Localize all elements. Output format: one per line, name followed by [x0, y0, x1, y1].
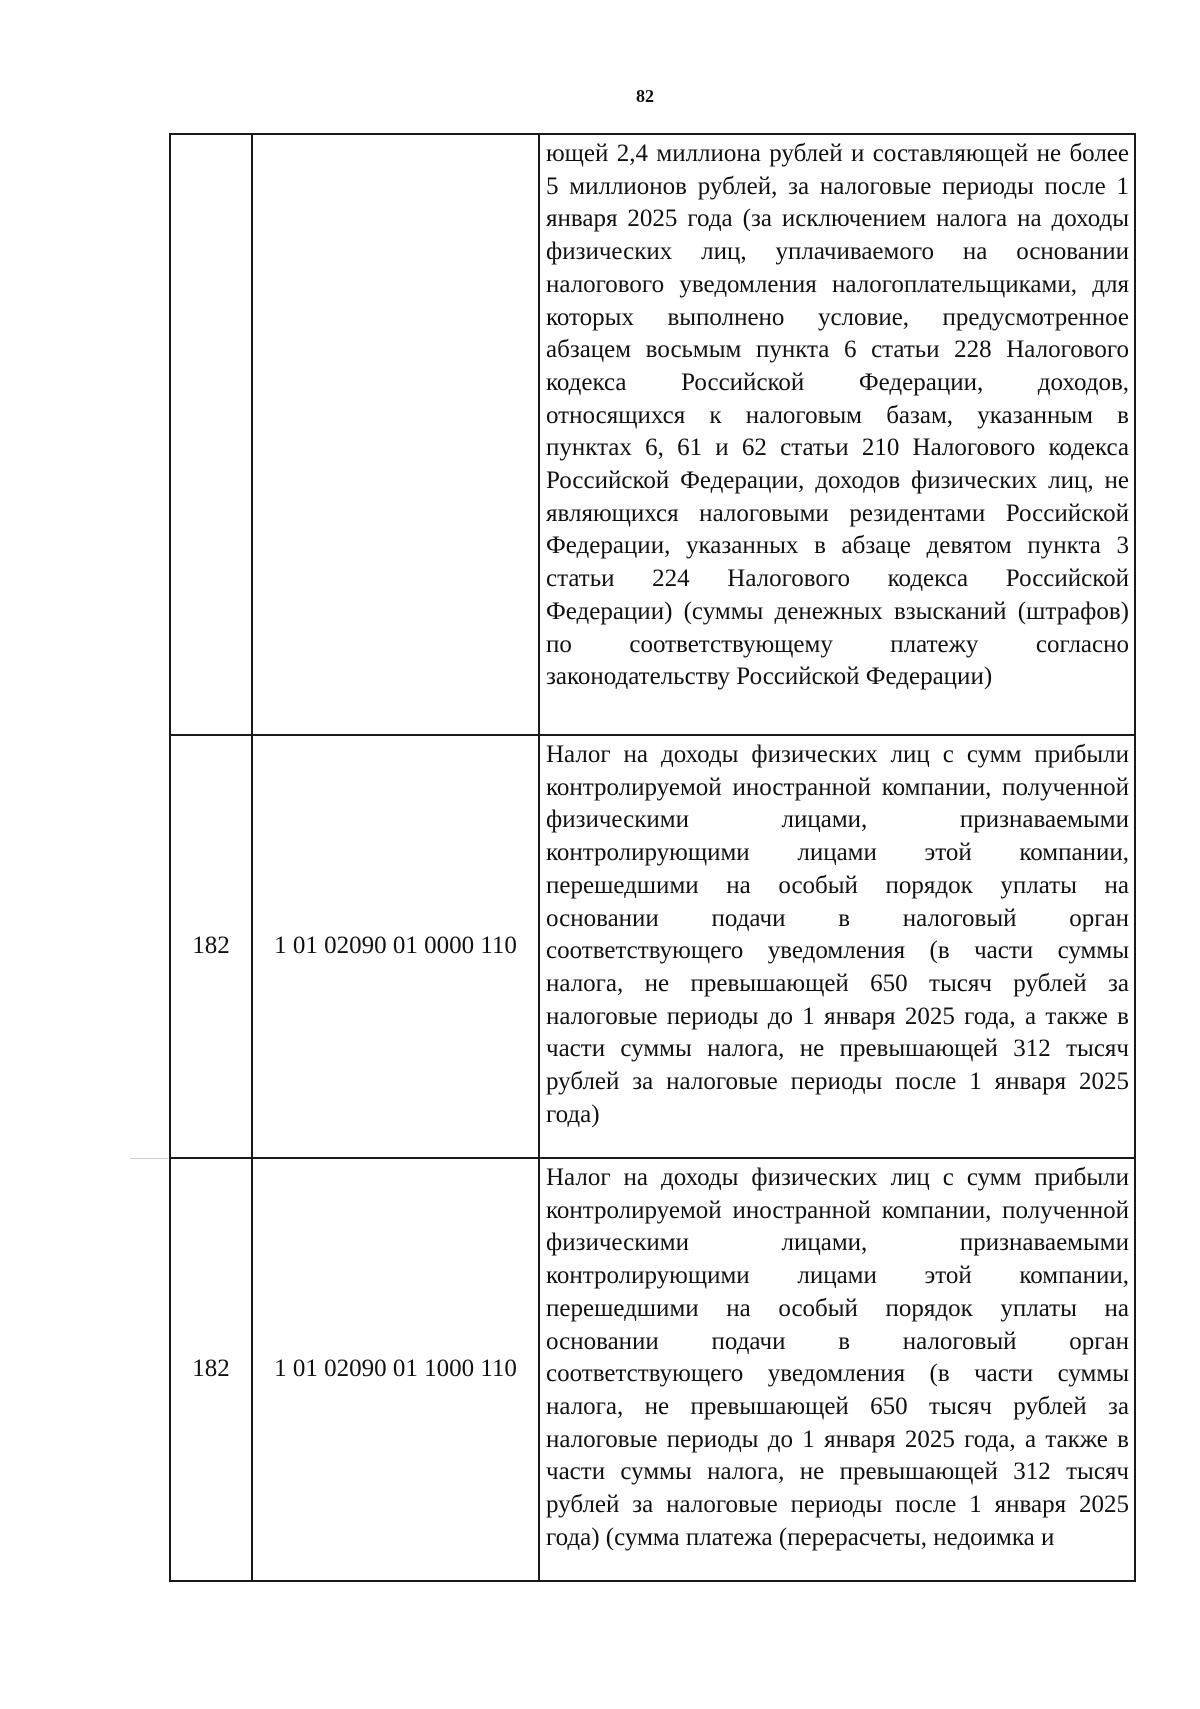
scan-margin-mark — [130, 1158, 168, 1159]
table-row — [170, 735, 1135, 1158]
admin-code-cell — [170, 134, 252, 735]
page-number: 82 — [636, 86, 654, 106]
description-cell: Налог на доходы физических лиц с сумм прибыли контролируемой иностранной компании, полученной физическими лицами, признаваемыми контролирующими лицами этой компании, перешедшими на особый порядок уплаты на основании подачи в налоговый орган соответствующего уведомления (в части суммы налога, не превышающей 650 тысяч рублей за налоговые периоды до 1 января 2025 года, а также в части суммы налога, не превышающей 312 тысяч рублей за налоговые периоды после 1 января 2025 года) (сумма платежа (перерасчеты, недоимка и — [539, 1158, 1135, 1581]
admin-code-cell: 182 — [170, 735, 252, 1158]
description-cell: ющей 2,4 миллиона рублей и составляющей не более 5 миллионов рублей, за налоговые периоды после 1 января 2025 года (за исключением налога на доходы физических лиц, уплачиваемого на основании налогового уведомления налогоплательщиками, для которых выполнено условие, предусмотренное абзацем восьмым пункта 6 статьи 228 Налогового кодекса Российской Федерации, доходов, относящихся к налоговым базам, указанным в пунктах 6, 61 и 62 статьи 210 Налогового кодекса Российской Федерации, доходов физических лиц, не являющихся налоговыми резидентами Российской Федерации, указанных в абзаце девятом пункта 3 статьи 224 Налогового кодекса Российской Федерации) (суммы денежных взысканий (штрафов) по соответствующему платежу согласно законодательству Российской Федерации) — [539, 134, 1135, 735]
kbk-code-cell — [252, 134, 539, 735]
table-row — [170, 134, 1135, 735]
kbk-code-cell: 1 01 02090 01 1000 110 — [252, 1158, 539, 1581]
table-row — [170, 1158, 1135, 1581]
budget-classification-table — [169, 133, 1136, 1582]
kbk-code-cell: 1 01 02090 01 0000 110 — [252, 735, 539, 1158]
description-cell: Налог на доходы физических лиц с сумм прибыли контролируемой иностранной компании, полученной физическими лицами, признаваемыми контролирующими лицами этой компании, перешедшими на особый порядок уплаты на основании подачи в налоговый орган соответствующего уведомления (в части суммы налога, не превышающей 650 тысяч рублей за налоговые периоды до 1 января 2025 года, а также в части суммы налога, не превышающей 312 тысяч рублей за налоговые периоды после 1 января 2025 года) — [539, 735, 1135, 1158]
admin-code-cell: 182 — [170, 1158, 252, 1581]
